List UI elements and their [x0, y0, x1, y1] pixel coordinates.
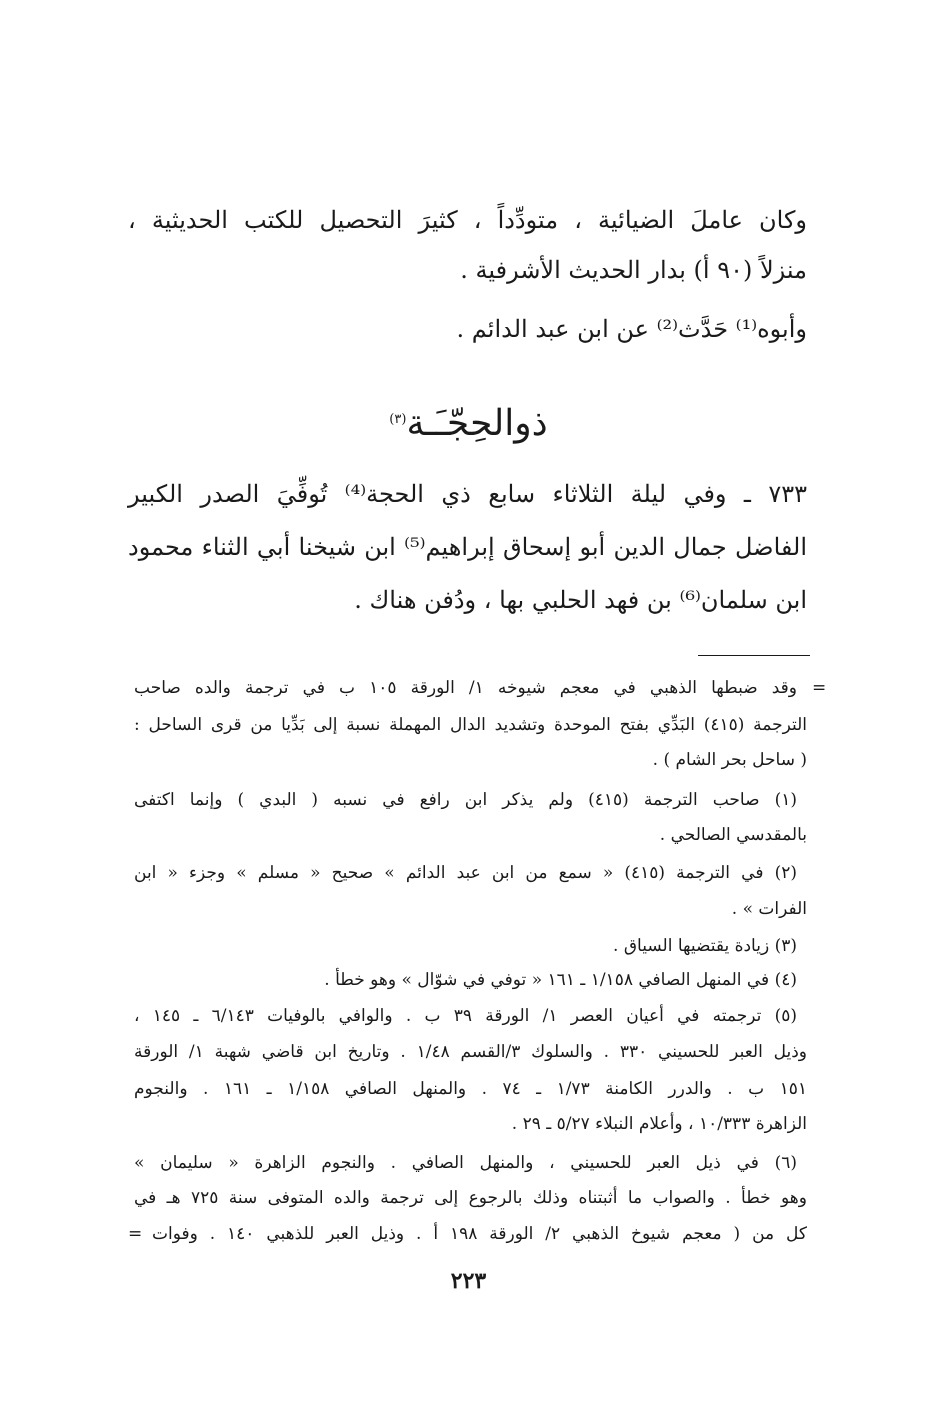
footnote-separator: [698, 655, 810, 656]
footnote-line-8: (٣) زيادة يقتضيها السياق .: [613, 936, 797, 956]
footnote-line-16: كل من ( معجم شيوخ الذهبي ٢/ الورقة ١٩٨ أ . وذيل العبر للذهبي ١٤٠ . وفوات: [152, 1224, 807, 1244]
page-number: ٢٢٣: [450, 1268, 487, 1294]
main-text-line-3: وأبوه⁽¹⁾ حَدَّث⁽²⁾ عن ابن عبد الدائم .: [456, 315, 807, 343]
footnote-line-14: (٦) في ذيل العبر للحسيني ، والمنهل الصافي . والنجوم الزاهرة « سليمان »: [134, 1153, 797, 1173]
footnote-line-11: وذيل العبر للحسيني ٣٣٠ . والسلوك ٣/القسم ١/٤٨ . وتاريخ ابن قاضي شهبة ١/ الورقة: [134, 1042, 807, 1062]
footnote-line-12: ١٥١ ب . والدرر الكامنة ١/٧٣ ـ ٧٤ . والمنهل الصافي ١/١٥٨ ـ ١٦١ . والنجوم: [134, 1079, 807, 1099]
footnote-trailing-mark: =: [128, 1224, 143, 1244]
main-text-line-1: وكان عاملَ الضيائية ، متودِّداً ، كثيرَ التحصيل للكتب الحديثية ،: [128, 206, 807, 234]
footnote-continued-mark: =: [812, 678, 827, 698]
footnote-line-10: (٥) ترجمته في أعيان العصر ١/ الورقة ٣٩ ب . والوافي بالوفيات ٦/١٤٣ ـ ١٤٥ ،: [134, 1006, 798, 1026]
entry-line-1: ٧٣٣ ـ وفي ليلة الثلاثاء سابع ذي الحجة⁽⁴⁾ تُوفِّيَ الصدر الكبير: [128, 480, 807, 508]
footnote-line-13: الزاهرة ١٠/٣٣٣ ، وأعلام النبلاء ٥/٢٧ ـ ٢٩ .: [511, 1114, 807, 1134]
main-text-line-2: منزلاً (٩٠ أ) بدار الحديث الأشرفية .: [460, 256, 807, 284]
section-heading: [0, 398, 937, 446]
footnote-line-1: وقد ضبطها الذهبي في معجم شيوخه ١/ الورقة ١٠٥ ب في ترجمة والده صاحب: [134, 678, 798, 698]
footnote-line-6: (٢) في الترجمة (٤١٥) « سمع من ابن عبد الدائم » صحيح « مسلم » وجزء « ابن: [134, 863, 797, 883]
footnote-line-4: (١) صاحب الترجمة (٤١٥) ولم يذكر ابن رافع في نسبه ( البدي ) وإنما اكتفى: [134, 790, 797, 810]
section-heading-title: ذوالحِجّـَـة: [406, 403, 548, 444]
entry-line-2: الفاضل جمال الدين أبو إسحاق إبراهيم⁽⁵⁾ ابن شيخنا أبي الثناء محمود: [128, 533, 807, 561]
footnote-line-3: ( ساحل بحر الشام ) .: [652, 750, 807, 770]
entry-line-3: ابن سلمان⁽⁶⁾ بن فهد الحلبي بها ، ودُفن هناك .: [354, 586, 807, 614]
section-heading-note: (٣): [389, 412, 407, 427]
footnote-line-2: الترجمة (٤١٥) البَدِّي بفتح الموحدة وتشديد الدال المهملة نسبة إلى بَدِّيا من قرى الساحل :: [134, 715, 807, 735]
footnote-line-15: وهو خطأ . والصواب ما أثبتناه وذلك بالرجوع إلى ترجمة والده المتوفى سنة ٧٢٥ هـ في: [134, 1188, 807, 1208]
footnote-line-7: الفرات » .: [731, 899, 807, 919]
footnote-line-9: (٤) في المنهل الصافي ١/١٥٨ ـ ١٦١ « توفي في شوّال » وهو خطأ .: [324, 970, 797, 990]
footnote-line-5: بالمقدسي الصالحي .: [659, 825, 807, 845]
